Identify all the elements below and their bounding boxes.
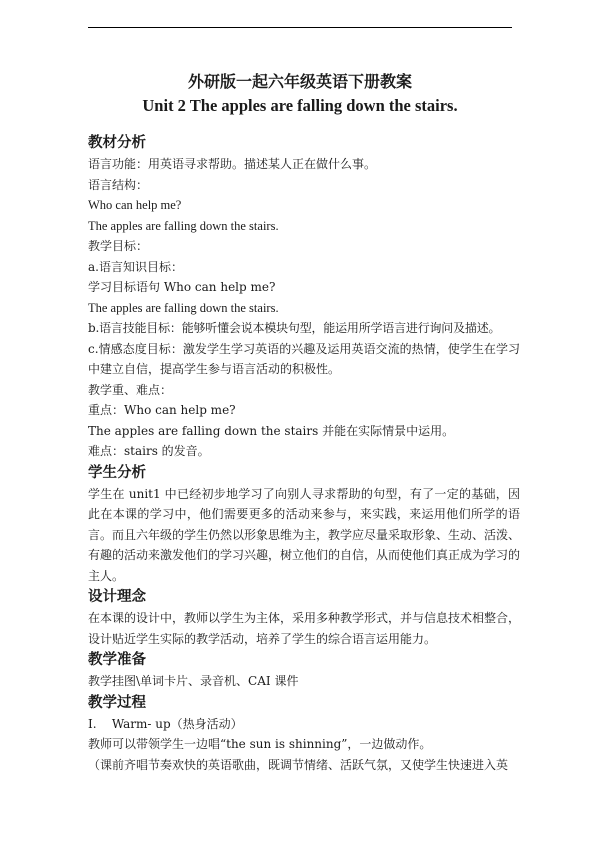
document-body xyxy=(88,132,520,775)
section-material-analysis xyxy=(88,132,520,462)
key-point-2: The apples are falling down the stairs 并能在实际情景中运用。 xyxy=(88,423,455,438)
teaching-goals-label: 教学目标： xyxy=(88,239,149,253)
goal-a-sentence: 学习目标语句 Who can help me? xyxy=(88,280,276,294)
process-step-warm-up: Ⅰ. Warm- up（热身活动） xyxy=(88,716,243,731)
section-student-analysis xyxy=(88,462,520,587)
student-analysis-text: 学生在 unit1 中已经初步地学习了向别人寻求帮助的句型，有了一定的基础，因此在本课的学习中，他们需要更多的活动来参与，来实践，来运用他们所学的语言。而且六年级的学生仍然以形象思维为主，教学应尽量采取形象、生动、活泼、有趣的活动来激发他们的学习兴趣，树立他们的自信，从而使他们真正成为学习的主人。 xyxy=(88,486,521,583)
section-heading-teaching-process: 教学过程 xyxy=(88,693,146,711)
goal-a-label: a.语言知识目标： xyxy=(88,259,183,274)
document-title-chinese: 外研版一起六年级英语下册教案 xyxy=(187,72,412,91)
section-heading-material-analysis: 教材分析 xyxy=(88,134,146,151)
language-function: 语言功能：用英语寻求帮助。描述某人正在做什么事。 xyxy=(88,157,377,171)
section-heading-teaching-prep: 教学准备 xyxy=(88,651,146,668)
header-rule xyxy=(88,27,512,28)
teaching-prep-text: 教学挂图\单词卡片、录音机、CAI 课件 xyxy=(88,674,299,688)
section-heading-design-concept: 设计理念 xyxy=(88,588,146,605)
process-step-warm-up-note: （课前齐唱节奏欢快的英语歌曲，既调节情绪、活跃气氛，又使学生快速进入英 xyxy=(88,757,509,772)
language-structure-2: The apples are falling down the stairs. xyxy=(88,218,279,233)
section-teaching-prep xyxy=(88,649,520,692)
goal-c: c.情感态度目标：激发学生学习英语的兴趣及运用英语交流的热情，使学生在学习中建立自信，提高学生参与语言活动的积极性。 xyxy=(88,341,520,376)
goal-b: b.语言技能目标：能够听懂会说本模块句型，能运用所学语言进行询问及描述。 xyxy=(88,321,501,335)
section-design-concept xyxy=(88,586,520,649)
key-difficult-label: 教学重、难点： xyxy=(88,382,173,397)
section-heading-student-analysis: 学生分析 xyxy=(88,463,146,481)
goal-a-sentence-2: The apples are falling down the stairs. xyxy=(88,300,279,315)
language-structure-1: Who can help me? xyxy=(88,198,182,212)
language-structure-label: 语言结构： xyxy=(88,177,149,192)
difficulty-point: 难点：stairs 的发音。 xyxy=(88,444,210,458)
section-teaching-process xyxy=(88,692,520,776)
key-point: 重点：Who can help me? xyxy=(88,403,236,417)
document-title-english: Unit 2 The apples are falling down the stairs. xyxy=(142,96,458,115)
process-step-warm-up-text: 教师可以带领学生一边唱“the sun is shinning”，一边做动作。 xyxy=(88,737,432,751)
design-concept-text: 在本课的设计中，教师以学生为主体，采用多种教学形式，并与信息技术相整合，设计贴近学生实际的教学活动，培养了学生的综合语言运用能力。 xyxy=(88,611,521,646)
